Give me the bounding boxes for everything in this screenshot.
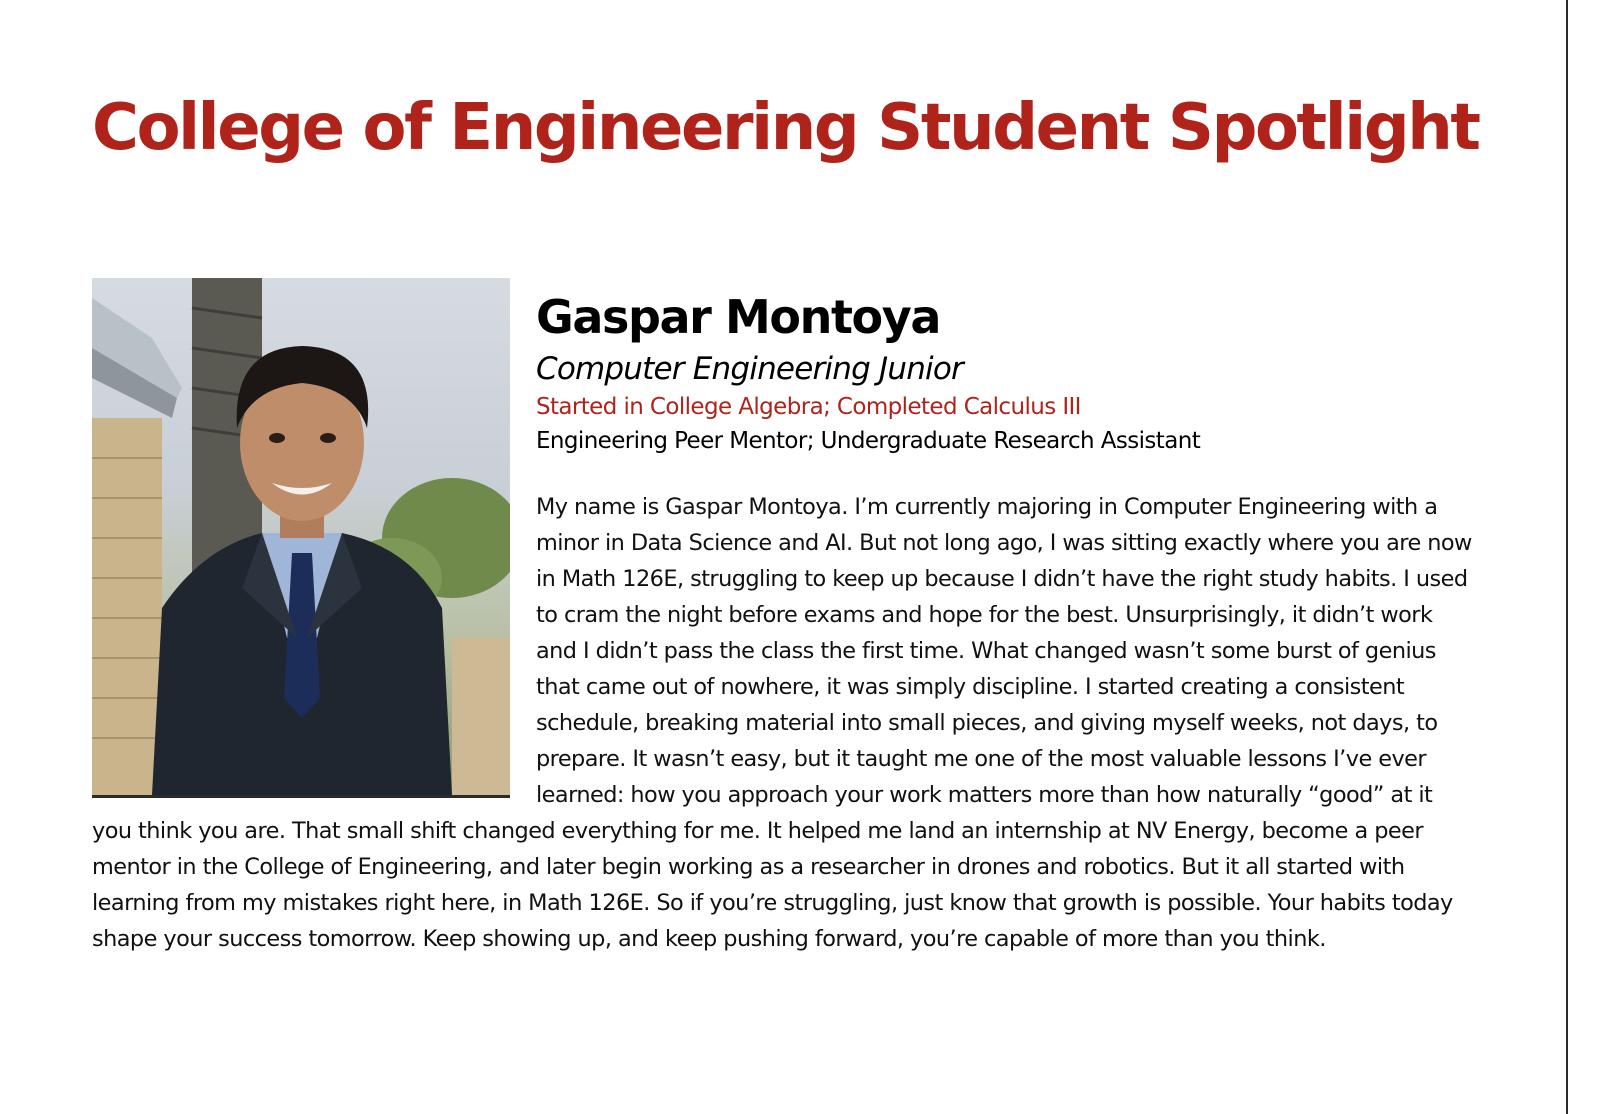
student-math-path: Started in College Algebra; Completed Calculus III xyxy=(536,394,1081,420)
student-portrait-illustration xyxy=(92,278,510,795)
student-major: Computer Engineering Junior xyxy=(536,351,963,387)
page-title: College of Engineering Student Spotlight xyxy=(92,91,1479,165)
spotlight-content xyxy=(92,278,1472,957)
student-bio: My name is Gaspar Montoya. I’m currently majoring in Computer Engineering with a minor in Data Science and AI. But not long ago, I was sitting exactly where you are now in Math 126E, struggling to keep up because I didn’t have the right study habits. I used to cram the night before exams and hope for the best. Unsurprisingly, it didn’t work and I didn’t pass the class the first time. What changed wasn’t some burst of genius that came out of nowhere, it was simply discipline. I started creating a consistent schedule, breaking material into small pieces, and giving myself weeks, not days, to prepare. It wasn’t easy, but it taught me one of the most valuable lessons I’ve ever learned: how you approach your work matters more than how naturally “good” at it you think you are. That small shift changed everything for me. It helped me land an internship at NV Energy, become a peer mentor in the College of Engineering, and later begin working as a researcher in drones and robotics. But it all started with learning from my mistakes right here, in Math 126E. So if you’re struggling, just know that growth is possible. Your habits today shape your success tomorrow. Keep showing up, and keep pushing forward, you’re capable of more than you think. xyxy=(92,494,1472,952)
page-edge-border xyxy=(1566,0,1568,1114)
student-photo xyxy=(92,278,510,798)
student-roles: Engineering Peer Mentor; Undergraduate Research Assistant xyxy=(536,428,1201,454)
student-name: Gaspar Montoya xyxy=(536,290,940,344)
